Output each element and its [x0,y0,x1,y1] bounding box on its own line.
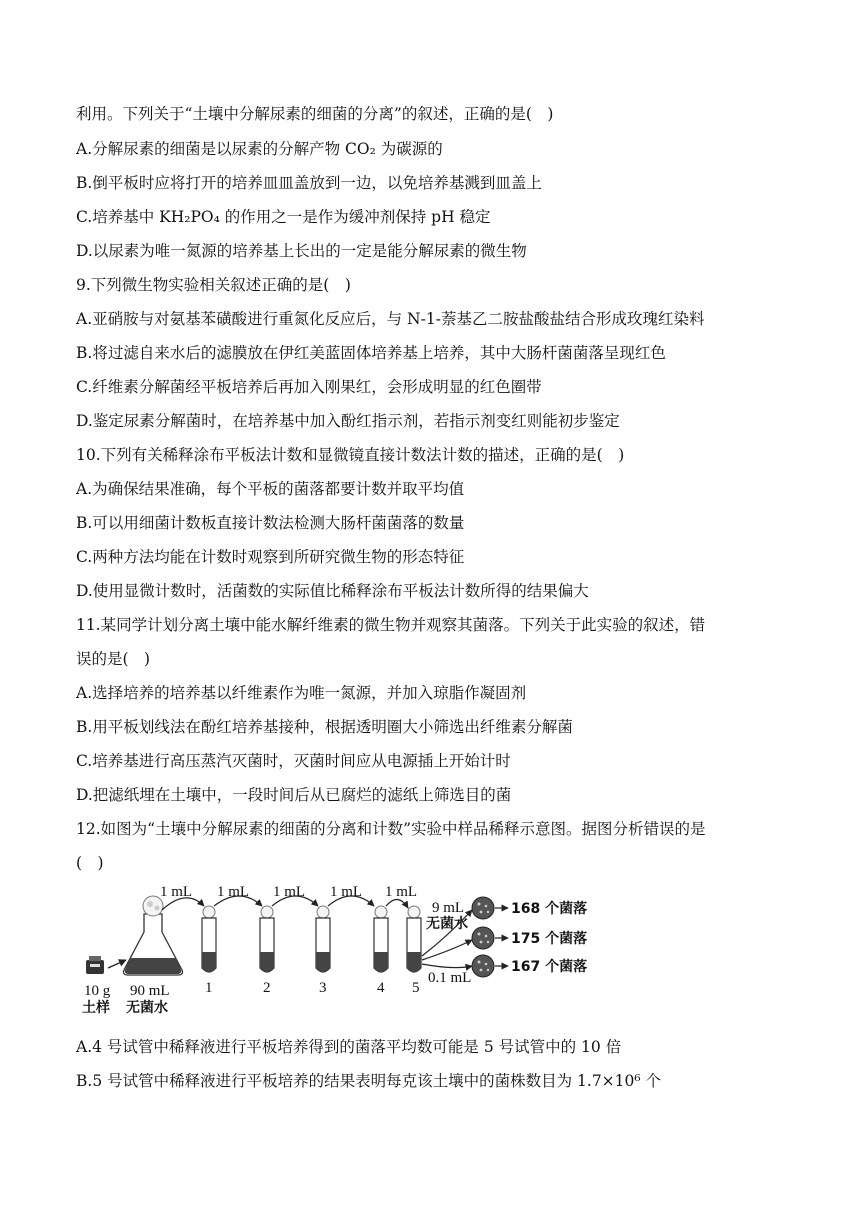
tube-number: 2 [263,980,271,996]
soil-label: 土样 [82,1000,110,1016]
text-line: A.4 号试管中稀释液进行平板培养得到的菌落平均数可能是 5 号试管中的 10 倍 [76,1038,622,1056]
last-tube-volume-label: 9 mL [432,900,465,916]
text-line: C.纤维素分解菌经平板培养后再加入刚果红，会形成明显的红色圈带 [76,378,542,396]
test-tube-5 [407,906,421,972]
petri-plate-2 [472,927,494,949]
dilution-diagram [80,876,640,1016]
text-line: A.为确保结果准确，每个平板的菌落都要计数并取平均值 [76,480,465,498]
tube-number: 5 [412,980,420,996]
soil-mass-label: 10 g [84,983,111,999]
text-line: ( ) [76,854,104,872]
test-tube-1 [202,906,216,972]
text-line: A.亚硝胺与对氨基苯磺酸进行重氮化反应后，与 N-1-萘基乙二胺盐酸盐结合形成玫瑰红染料 [76,310,705,328]
text-line: C.培养基中 KH₂PO₄ 的作用之一是作为缓冲剂保持 pH 稳定 [76,208,491,226]
text-line: D.使用显微计数时，活菌数的实际值比稀释涂布平板法计数所得的结果偏大 [76,582,589,600]
soil-sample-icon [86,956,104,974]
text-line: 10.下列有关稀释涂布平板法计数和显微镜直接计数法计数的描述，正确的是( ) [76,446,625,464]
text-line: 利用。下列关于“土壤中分解尿素的细菌的分离”的叙述，正确的是( ) [76,105,554,123]
test-tube-2 [260,906,274,972]
transfer-arrow [386,899,408,908]
plating-arrow [422,964,472,968]
transfer-volume-label: 1 mL [330,884,363,900]
text-line: C.培养基进行高压蒸汽灭菌时，灭菌时间应从电源插上开始计时 [76,752,511,770]
test-tube-4 [374,906,388,972]
text-line: 11.某同学计划分离土壤中能水解纤维素的微生物并观察其菌落。下列关于此实验的叙述，错 [76,616,706,634]
plating-volume-label: 0.1 mL [428,970,472,986]
petri-plate-3 [472,955,494,977]
tube-number: 4 [377,980,385,996]
transfer-volume-label: 1 mL [160,884,193,900]
colony-count-label: 168 个菌落 [511,901,588,917]
text-line: B.可以用细菌计数板直接计数法检测大肠杆菌菌落的数量 [76,514,465,532]
transfer-volume-label: 1 mL [273,884,306,900]
text-line: A.选择培养的培养基以纤维素作为唯一氮源，并加入琼脂作凝固剂 [76,684,527,702]
transfer-volume-label: 1 mL [217,884,250,900]
text-line: 误的是( ) [76,650,151,668]
test-tube-3 [316,906,330,972]
text-line: B.将过滤自来水后的滤膜放在伊红美蓝固体培养基上培养，其中大肠杆菌菌落呈现红色 [76,344,666,362]
last-tube-label: 无菌水 [426,916,468,932]
text-line: B.5 号试管中稀释液进行平板培养的结果表明每克该土壤中的菌株数目为 1.7×10⁶ 个 [76,1072,662,1090]
text-line: D.把滤纸埋在土壤中，一段时间后从已腐烂的滤纸上筛选目的菌 [76,786,512,804]
flask-volume-label: 90 mL [130,983,170,999]
text-line: B.用平板划线法在酚红培养基接种，根据透明圈大小筛选出纤维素分解菌 [76,718,573,736]
text-line: C.两种方法均能在计数时观察到所研究微生物的形态特征 [76,548,465,566]
petri-plate-1 [472,897,494,919]
colony-count-label: 175 个菌落 [511,931,588,947]
text-line: D.以尿素为唯一氮源的培养基上长出的一定是能分解尿素的微生物 [76,242,527,260]
tube-number: 3 [319,980,327,996]
flask-label: 无菌水 [126,1000,168,1016]
transfer-volume-label: 1 mL [385,884,418,900]
text-line: A.分解尿素的细菌是以尿素的分解产物 CO₂ 为碳源的 [76,140,443,158]
flask-icon [124,896,183,975]
text-line: 12.如图为“土壤中分解尿素的细菌的分离和计数”实验中样品稀释示意图。据图分析错误的是 [76,820,706,838]
soil-arrow [108,960,126,968]
tube-number: 1 [205,980,213,996]
colony-count-label: 167 个菌落 [511,959,588,975]
text-line: D.鉴定尿素分解菌时，在培养基中加入酚红指示剂，若指示剂变红则能初步鉴定 [76,412,620,430]
text-line: 9.下列微生物实验相关叙述正确的是( ) [76,276,351,294]
text-line: B.倒平板时应将打开的培养皿皿盖放到一边，以免培养基溅到皿盖上 [76,174,542,192]
